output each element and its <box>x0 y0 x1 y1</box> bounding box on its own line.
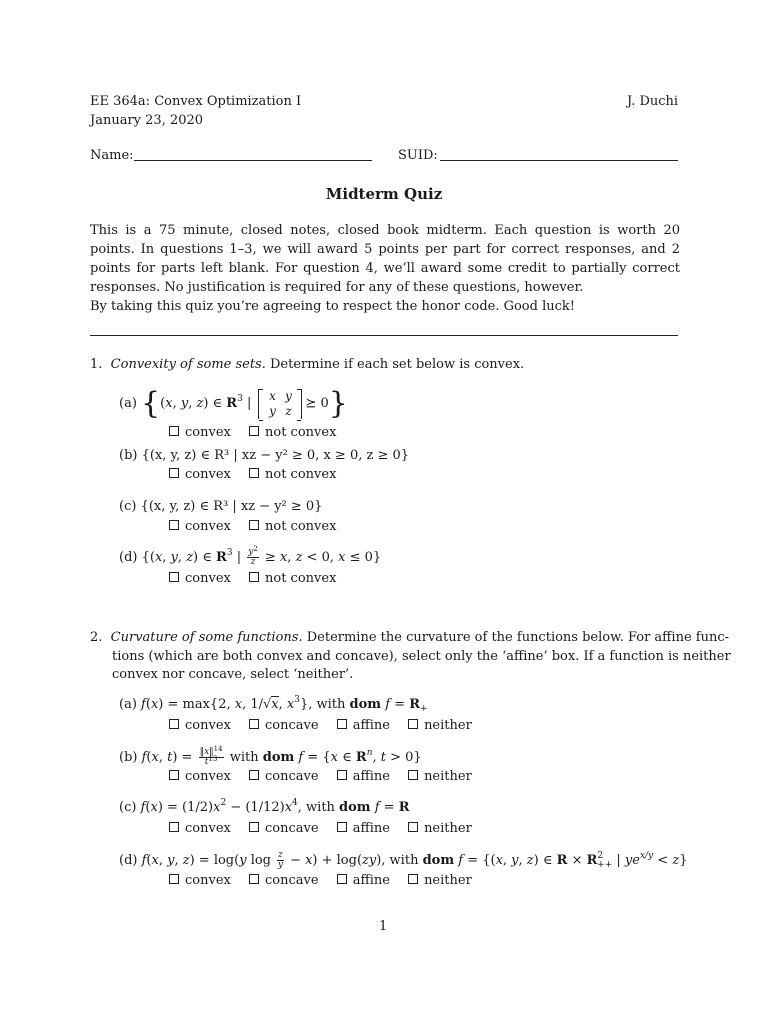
q2d-options <box>169 873 486 888</box>
q2c-concave-checkbox[interactable]: concave <box>249 821 319 836</box>
q2c-neither-checkbox[interactable]: neither <box>408 821 472 836</box>
name-label: Name: <box>90 148 134 163</box>
q2b-function: (b) f(x, t) = $\frac{‖x‖^{14}}{t^{13}}$ with dom f = {x ∈ $R^n$, t > 0} <box>119 745 422 767</box>
q1c-set <box>119 499 322 514</box>
q1b-options <box>169 467 350 482</box>
q2a-function: (a) f(x) = max{2, x, 1/√x, $x^3$}, with dom $f = R_+$ <box>119 695 428 714</box>
q2b-options <box>169 769 486 784</box>
q1b-set <box>119 448 409 463</box>
q2-prompt-line3: convex nor concave, select ‘neither’. <box>112 667 354 682</box>
q1b-convex-checkbox[interactable]: convex <box>169 467 231 482</box>
q2a-affine-checkbox[interactable]: affine <box>337 718 390 733</box>
q2b-concave-checkbox[interactable]: concave <box>249 769 319 784</box>
q2-number: 2. <box>90 630 103 645</box>
q2c-label: (c) <box>119 800 137 815</box>
q2c-convex-checkbox[interactable]: convex <box>169 821 231 836</box>
q2-topic: Curvature of some functions. <box>110 630 303 645</box>
q1a-convex-checkbox[interactable]: convex <box>169 425 231 440</box>
q1a-not-convex-checkbox[interactable]: not convex <box>249 425 336 440</box>
q1d-convex-checkbox[interactable]: convex <box>169 571 231 586</box>
q1-heading <box>90 357 524 372</box>
instructor-name: J. Duchi <box>627 94 679 109</box>
q1-topic: Convexity of some sets. <box>110 357 266 372</box>
q1c-not-convex-checkbox[interactable]: not convex <box>249 519 336 534</box>
q1b-not-convex-checkbox[interactable]: not convex <box>249 467 336 482</box>
q1c-options <box>169 519 350 534</box>
q1d-set: (d) {(x, y, z) ∈ $R^3$ | $\frac{y^2}{z}$ ≥ x, z < 0, x ≤ 0} <box>119 545 382 567</box>
q2-prompt-line1: Determine the curvature of the functions below. For affine func- <box>306 630 730 645</box>
q2c-affine-checkbox[interactable]: affine <box>337 821 390 836</box>
suid-field[interactable] <box>440 160 678 161</box>
exam-date: January 23, 2020 <box>90 113 204 128</box>
q1a-matrix: x y y z <box>258 389 302 419</box>
q2d-affine-checkbox[interactable]: affine <box>337 873 390 888</box>
q1d-label: (d) <box>119 550 138 565</box>
q1c-convex-checkbox[interactable]: convex <box>169 519 231 534</box>
section-divider <box>90 335 678 336</box>
q1b-expression: {(x, y, z) ∈ R³ | xz − y² ≥ 0, x ≥ 0, z ≥ 0} <box>141 448 410 463</box>
q2b-affine-checkbox[interactable]: affine <box>337 769 390 784</box>
q1-number: 1. <box>90 357 103 372</box>
q2-heading <box>90 630 729 645</box>
q2a-options <box>169 718 486 733</box>
q2c-options <box>169 821 486 836</box>
name-field[interactable] <box>134 160 372 161</box>
q2b-convex-checkbox[interactable]: convex <box>169 769 231 784</box>
q2d-neither-checkbox[interactable]: neither <box>408 873 472 888</box>
q2a-convex-checkbox[interactable]: convex <box>169 718 231 733</box>
q1b-label: (b) <box>119 448 138 463</box>
q2a-neither-checkbox[interactable]: neither <box>408 718 472 733</box>
suid-label: SUID: <box>398 148 438 163</box>
q1a-options <box>169 425 350 440</box>
q2b-neither-checkbox[interactable]: neither <box>408 769 472 784</box>
q1-prompt: Determine if each set below is convex. <box>270 357 525 372</box>
q2-prompt-line2: tions (which are both convex and concave), select only the ‘affine’ box. If a function is neither <box>112 649 731 664</box>
page-number: 1 <box>379 919 388 934</box>
q2a-concave-checkbox[interactable]: concave <box>249 718 319 733</box>
q1c-label: (c) <box>119 499 137 514</box>
course-title: EE 364a: Convex Optimization I <box>90 94 302 109</box>
q1d-not-convex-checkbox[interactable]: not convex <box>249 571 336 586</box>
q2d-label: (d) <box>119 853 138 868</box>
instructions-paragraph: This is a 75 minute, closed notes, closed book midterm. Each question is worth 20 points. In questions 1–3, we will award 5 points per part for correct responses, and 2 points for parts left blank. For question 4, we’ll award some credit to partially correct responses. No justification is required for any of these questions, however. <box>90 223 680 295</box>
q1a-set: (a) {(x, y, z) ∈ $R^3$ | x y y z ⪰ 0} <box>119 386 348 421</box>
q1d-options <box>169 571 350 586</box>
q1c-expression: {(x, y, z) ∈ R³ | xz − y² ≥ 0} <box>140 499 323 514</box>
q2c-function: (c) $f(x) = (1/2)x^2 - (1/12)x^4$, with dom f = R <box>119 798 410 815</box>
page-title: Midterm Quiz <box>325 185 443 203</box>
q2d-concave-checkbox[interactable]: concave <box>249 873 319 888</box>
honor-code-text: By taking this quiz you’re agreeing to respect the honor code. Good luck! <box>90 299 576 314</box>
q2d-function: (d) f(x, y, z) = log(y log $\frac{z}{y}$ − x) + log(zy), with dom f = {(x, y, z) ∈ $R \times R^2_{++}$ | $ye^{x/y} < z$} <box>119 850 688 870</box>
q2a-label: (a) <box>119 697 137 712</box>
q2b-label: (b) <box>119 750 138 765</box>
q2d-convex-checkbox[interactable]: convex <box>169 873 231 888</box>
q1a-label: (a) <box>119 396 137 411</box>
